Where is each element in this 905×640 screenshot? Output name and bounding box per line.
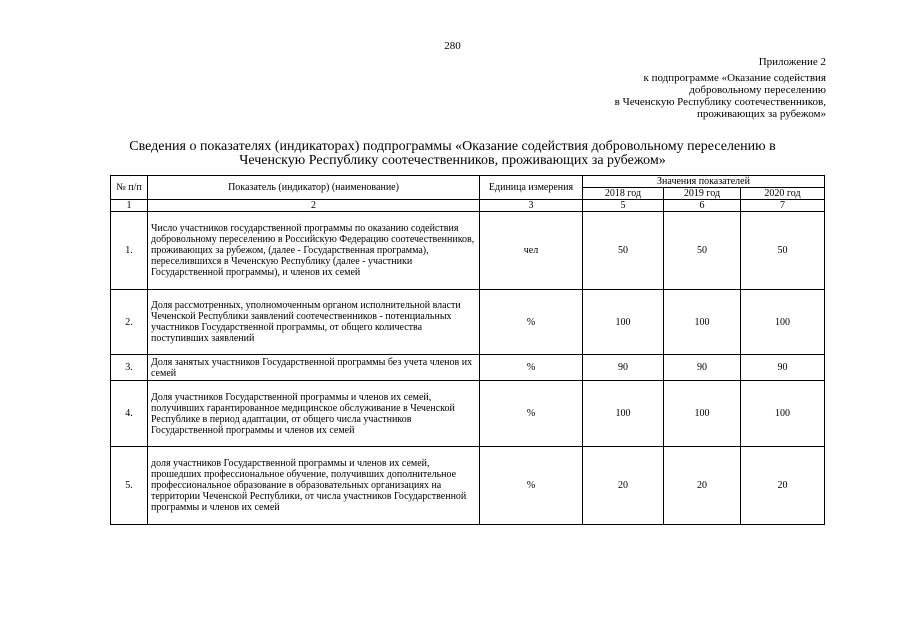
table-row [111,447,825,525]
header-num: № п/п [111,176,148,200]
unit-cell: % [480,381,583,447]
appendix-line: в Чеченскую Республику соотечественников, [614,96,826,108]
table-row [111,212,825,290]
document-title [80,140,825,168]
column-number: 3 [480,200,583,212]
title-line: Чеченскую Республику соотечественников, проживающих за рубежом» [239,153,666,168]
header-year: 2019 год [664,188,741,200]
value-cell: 20 [583,447,664,525]
appendix-subtitle [615,72,826,120]
value-cell: 100 [583,381,664,447]
row-number: 4. [111,381,148,447]
row-number: 5. [111,447,148,525]
value-cell: 100 [741,290,825,355]
value-cell: 50 [741,212,825,290]
header-values-group: Значения показателей [583,176,825,188]
value-cell: 90 [741,355,825,381]
value-cell: 90 [664,355,741,381]
value-cell: 20 [741,447,825,525]
unit-cell: % [480,447,583,525]
header-year: 2020 год [741,188,825,200]
appendix-title: Приложение 2 [758,56,826,68]
column-number: 7 [741,200,825,212]
value-cell: 100 [741,381,825,447]
appendix-line: проживающих за рубежом» [697,108,826,120]
indicator-name: Доля рассмотренных, уполномоченным органом исполнительной власти Чеченской Республики заявлений соотечественников - потенциальных участников Государственной программы, от общего количества поступивших заявлений [148,290,480,355]
page-number: 280 [444,40,461,52]
column-number: 2 [148,200,480,212]
value-cell: 20 [664,447,741,525]
value-cell: 100 [664,381,741,447]
unit-cell: чел [480,212,583,290]
table-row [111,355,825,381]
value-cell: 50 [664,212,741,290]
appendix-line: добровольному переселению [689,84,826,96]
table-row [111,381,825,447]
table-row [111,290,825,355]
value-cell: 90 [583,355,664,381]
row-number: 2. [111,290,148,355]
column-number: 5 [583,200,664,212]
indicator-name: Доля занятых участников Государственной программы без учета членов их семей [148,355,480,381]
row-number: 1. [111,212,148,290]
indicator-name: Число участников государственной программы по оказанию содействия добровольному переселению в Российскую Федерацию соотечественников, проживающих за рубежом, (далее - Государственная программа), переселившихся в Чеченскую Республику (далее - участники Государственной программы), и членов их семей [148,212,480,290]
header-unit: Единица измерения [480,176,583,200]
indicator-name: доля участников Государственной программы и членов их семей, прошедших профессиональное обучение, получивших дополнительное профессиональное образование в образовательных организациях на территории Чеченской Республики, от числа участников Государственной программы и членов их семей [148,447,480,525]
header-name: Показатель (индикатор) (наименование) [148,176,480,200]
row-number: 3. [111,355,148,381]
appendix-line: к подпрограмме «Оказание содействия [643,72,826,84]
indicator-name: Доля участников Государственной программы и членов их семей, получивших гарантированное медицинское обслуживание в Чеченской Республике в период адаптации, от общего числа участников Государственной программы и членов их семей [148,381,480,447]
header-year: 2018 год [583,188,664,200]
unit-cell: % [480,355,583,381]
title-line: Сведения о показателях (индикаторах) подпрограммы «Оказание содействия добровольному переселению в [129,139,776,154]
indicators-table [110,175,825,525]
column-number: 1 [111,200,148,212]
column-number: 6 [664,200,741,212]
value-cell: 100 [664,290,741,355]
unit-cell: % [480,290,583,355]
value-cell: 100 [583,290,664,355]
column-number-row [111,200,825,212]
value-cell: 50 [583,212,664,290]
